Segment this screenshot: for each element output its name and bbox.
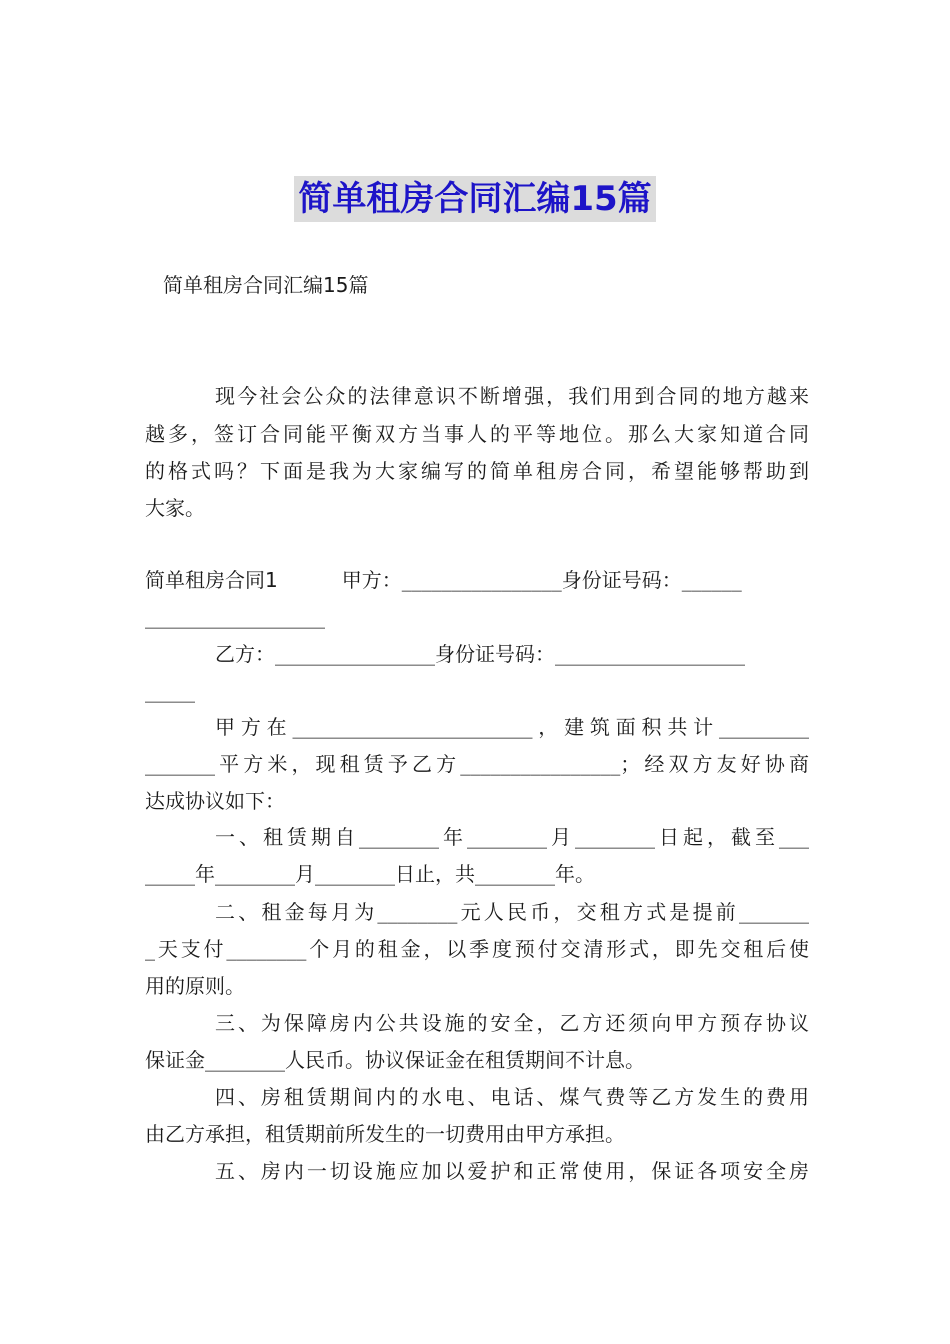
intro-line: 越多，签订合同能平衡双方当事人的平等地位。那么大家知道合同: [145, 422, 809, 446]
contract-heading-line: [145, 565, 809, 595]
party-b-line-cont: _____: [145, 679, 195, 703]
clause-intro-line: 甲方在________________________，建筑面积共计_________: [215, 715, 809, 739]
title-area: [0, 176, 950, 222]
party-a-line-cont: __________________: [145, 605, 325, 629]
intro-line: 的格式吗？下面是我为大家编写的简单租房合同，希望能够帮助到: [145, 459, 809, 483]
clause-4-line: 由乙方承担，租赁期前所发生的一切费用由甲方承担。: [145, 1122, 625, 1146]
party-a-line: 甲方：________________身份证号码：______: [341, 568, 742, 592]
clause-1-line: 一、租赁期自________年________月________日起，截至___: [215, 825, 809, 849]
clause-intro-line: _______平方米，现租赁予乙方________________；经双方友好协商: [145, 752, 809, 776]
intro-line: 大家。: [145, 496, 205, 520]
clause-5-line: 五、房内一切设施应加以爱护和正常使用，保证各项安全房: [215, 1159, 809, 1183]
clause-4-line: 四、房租赁期间内的水电、电话、煤气费等乙方发生的费用: [215, 1085, 809, 1109]
clause-3-line: 保证金________人民币。协议保证金在租赁期间不计息。: [145, 1048, 645, 1072]
clause-3-line: 三、为保障房内公共设施的安全，乙方还须向甲方预存协议: [215, 1011, 809, 1035]
party-b-line: 乙方：________________身份证号码：___________________: [215, 642, 745, 666]
contract-heading: 简单租房合同1: [145, 568, 278, 592]
document-subtitle: 简单租房合同汇编15篇: [163, 273, 369, 297]
document-title: 简单租房合同汇编15篇: [294, 176, 655, 222]
clause-1-line: _____年________月________日止，共________年。: [145, 862, 595, 886]
intro-line: 现今社会公众的法律意识不断增强，我们用到合同的地方越来: [215, 384, 809, 408]
clause-2-line: 用的原则。: [145, 974, 245, 998]
clause-2-line: 二、租金每月为________元人民币，交租方式是提前_______: [215, 900, 809, 924]
clause-2-line: _天支付________个月的租金，以季度预付交清形式，即先交租后使: [145, 937, 809, 961]
clause-intro-line: 达成协议如下：: [145, 789, 285, 813]
